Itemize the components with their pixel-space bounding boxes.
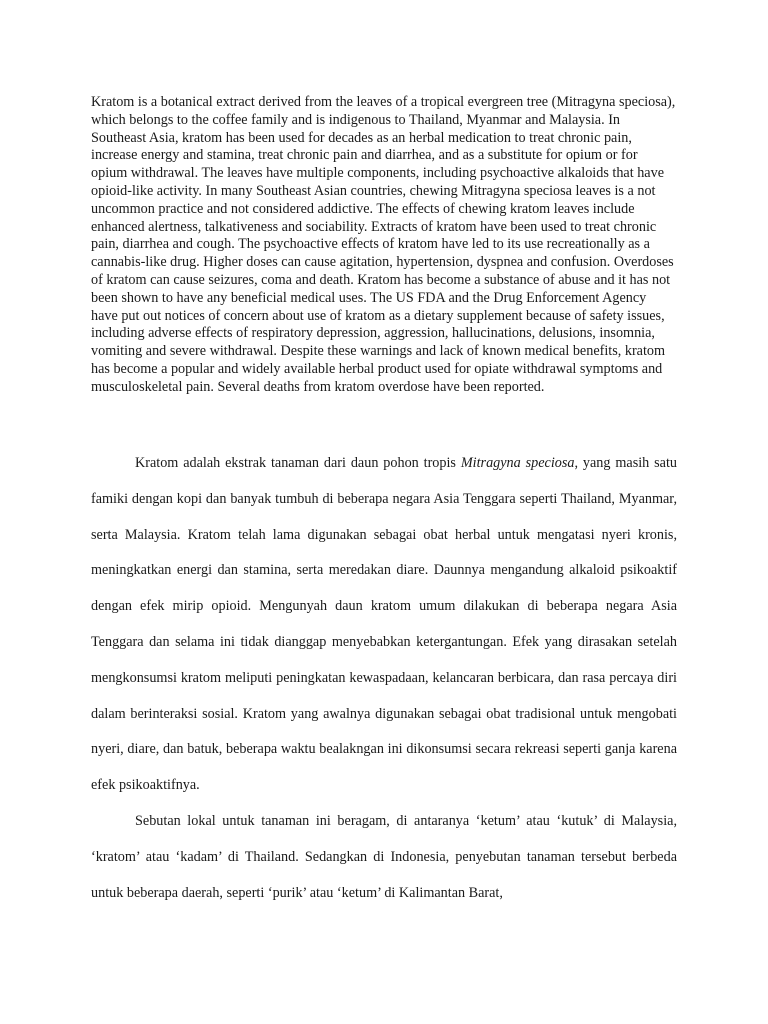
english-abstract: Kratom is a botanical extract derived from the leaves of a tropical evergreen tree (Mitragyna speciosa), which belongs to the coffee family and is indigenous to Thailand, Myanmar and Malaysia. In Southeast Asia, kratom has been used for decades as an herbal medication to treat chronic pain, increase energy and stamina, treat chronic pain and diarrhea, and as a substitute for opium or for opium withdrawal. The leaves have multiple components, including psychoactive alkaloids that have opioid-like activity. In many Southeast Asian countries, chewing Mitragyna speciosa leaves is a not uncommon practice and not considered addictive. The effects of chewing kratom leaves include enhanced alertness, talkativeness and sociability. Extracts of kratom have been used to treat chronic pain, diarrhea and cough. The psychoactive effects of kratom have led to its use recreationally as a cannabis-like drug. Higher doses can cause agitation, hypertension, dyspnea and confusion. Overdoses of kratom can cause seizures, coma and death. Kratom has become a substance of abuse and it has not been shown to have any beneficial medical uses. The US FDA and the Drug Enforcement Agency have put out notices of concern about use of kratom as a dietary supplement because of safety issues, including adverse effects of respiratory depression, aggression, hallucinations, delusions, insomnia, vomiting and severe withdrawal. Despite these warnings and lack of known medical benefits, kratom has become a popular and widely available herbal product used for opiate withdrawal symptoms and musculoskeletal pain. Several deaths from kratom overdose have been reported. (91, 94, 676, 395)
body-paragraph-1 (91, 446, 677, 804)
indonesian-body (91, 446, 677, 911)
paragraph-1-intro: Kratom adalah ekstrak tanaman dari daun pohon tropis (135, 455, 461, 471)
species-name: Mitragyna speciosa (460, 455, 575, 471)
body-paragraph-2: Sebutan lokal untuk tanaman ini beragam, di antaranya ‘ketum’ atau ‘kutuk’ di Malaysia, ‘kratom’ atau ‘kadam’ di Thailand. Sedangkan di Indonesia, penyebutan tanaman tersebut berbeda untuk beberapa daerah, seperti ‘purik’ atau ‘ketum’ di Kalimantan Barat, (91, 812, 677, 901)
paragraph-1-rest: , yang masih satu famiki dengan kopi dan banyak tumbuh di beberapa negara Asia Tenggara seperti Thailand, Myanmar, serta Malaysia. Kratom telah lama digunakan sebagai obat herbal untuk mengatasi nyeri kronis, meningkatkan energi dan stamina, serta meredakan diare. Daunnya mengandung alkaloid psikoaktif dengan efek mirip opioid. Mengunyah daun kratom umum dilakukan di beberapa negara Asia Tenggara dan selama ini tidak dianggap menyebabkan ketergantungan. Efek yang dirasakan setelah mengkonsumsi kratom meliputi peningkatan kewaspadaan, kelancaran berbicara, dan rasa percaya diri dalam berinteraksi sosial. Kratom yang awalnya digunakan sebagai obat tradisional untuk mengobati nyeri, diare, dan batuk, beberapa waktu bealakngan ini dikonsumsi secara rekreasi seperti ganja karena efek psikoaktifnya. (91, 455, 677, 794)
